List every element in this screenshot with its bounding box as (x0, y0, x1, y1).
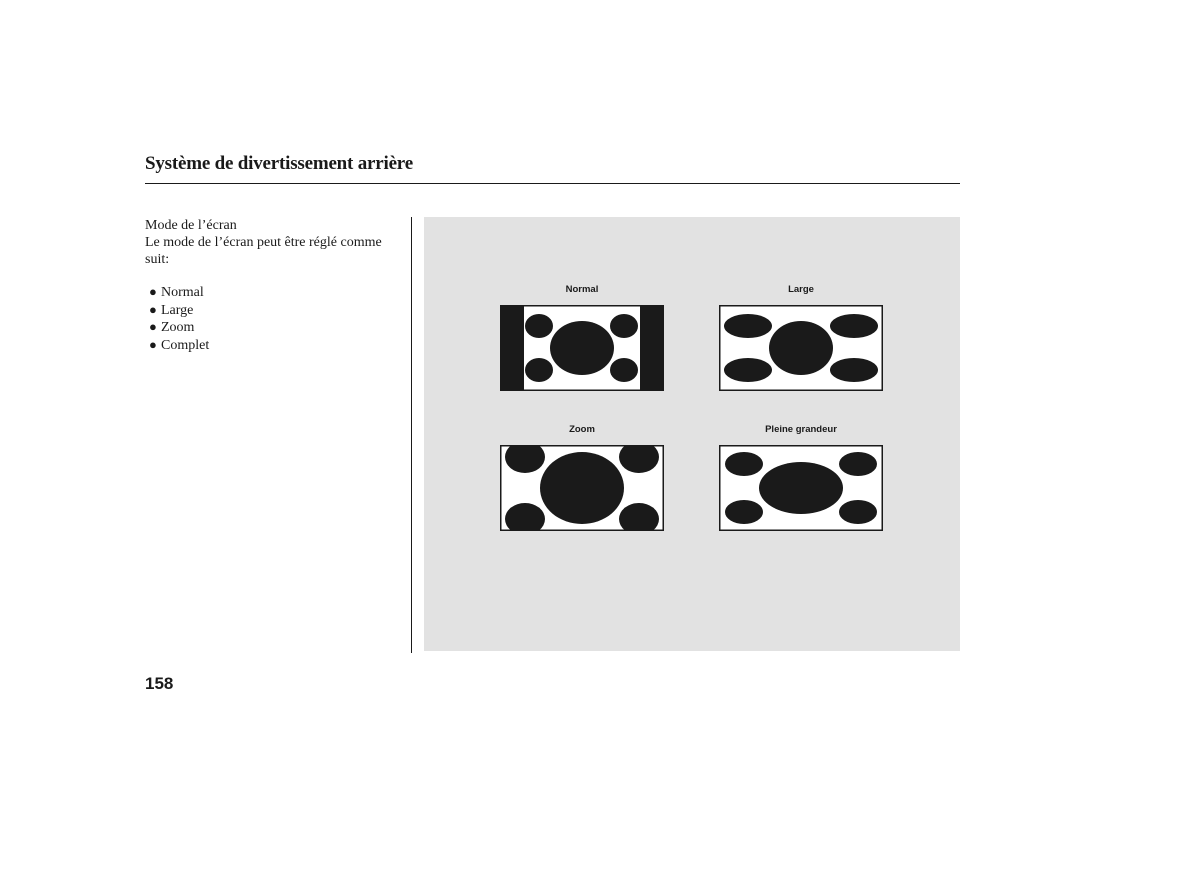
title-rule (145, 183, 960, 184)
bullet-icon: ● (149, 336, 157, 352)
mode-list (145, 284, 400, 354)
section-heading: Mode de l’écran (145, 218, 237, 233)
screen-zoom-illustration (500, 445, 664, 531)
mode-label-full: Pleine grandeur (765, 424, 837, 435)
column-divider (411, 217, 412, 653)
bullet-icon: ● (149, 301, 157, 317)
mode-label-zoom: Zoom (569, 424, 595, 435)
figure-panel (424, 217, 960, 651)
intro-text: Le mode de l’écran peut être réglé comme suit: (145, 235, 382, 267)
list-item-label: Complet (161, 337, 210, 353)
bullet-icon: ● (149, 319, 157, 334)
list-item (149, 302, 400, 320)
page-number: 158 (145, 674, 174, 693)
list-item-label: Zoom (161, 320, 195, 335)
text-column (145, 217, 400, 354)
mode-label-large: Large (788, 284, 814, 295)
list-item (149, 337, 400, 355)
list-item-label: Large (161, 302, 194, 318)
screen-normal-illustration (500, 305, 664, 391)
screen-large-illustration (719, 305, 883, 391)
list-item-label: Normal (161, 285, 204, 300)
page-title: Système de divertissement arrière (145, 153, 413, 174)
bullet-icon: ● (149, 284, 157, 299)
list-item (149, 319, 400, 337)
screen-full-illustration (719, 445, 883, 531)
mode-label-normal: Normal (565, 284, 599, 295)
list-item (149, 284, 400, 302)
